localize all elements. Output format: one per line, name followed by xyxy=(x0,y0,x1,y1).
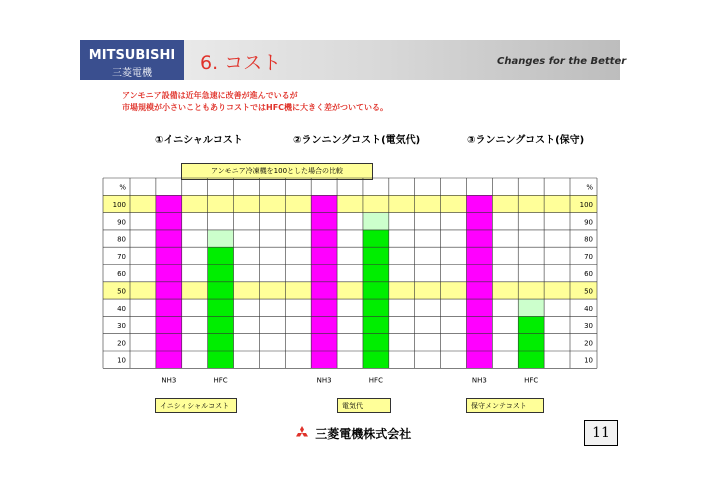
y-tick-left: 90 xyxy=(117,218,126,227)
y-tick-right: 40 xyxy=(584,304,593,313)
y-tick-right: 80 xyxy=(584,235,593,244)
chart-caption: アンモニア冷凍機を100とした場合の比較 xyxy=(181,163,373,180)
logo-text-en: MITSUBISHI xyxy=(88,48,176,63)
bottom-label-maintenance: 保守メンテコスト xyxy=(466,398,544,413)
x-label-nh3: NH3 xyxy=(471,376,487,385)
y-tick-right: 100 xyxy=(579,200,593,209)
footer-corporation-text: 三菱電機株式会社 xyxy=(315,427,412,441)
bottom-label-electric: 電気代 xyxy=(337,398,391,413)
footer-corporation xyxy=(293,425,411,442)
three-diamonds-icon xyxy=(293,426,311,440)
y-tick-right: 30 xyxy=(584,322,593,331)
y-tick-left: 80 xyxy=(117,235,126,244)
subtitle-line-2: 市場規模が小さいこともありコストではHFC機に大きく差がついている。 xyxy=(122,103,389,112)
x-label-hfc: HFC xyxy=(524,376,539,385)
y-tick-right: 50 xyxy=(584,287,593,296)
x-label-hfc: HFC xyxy=(368,376,383,385)
logo-text-ja: 三菱電機 xyxy=(112,68,152,79)
bottom-label-initial: イニシィシャルコスト xyxy=(155,398,237,413)
page-number: 11 xyxy=(584,420,618,446)
x-label-nh3: NH3 xyxy=(161,376,177,385)
y-tick-right: 60 xyxy=(584,270,593,279)
bar-hfc-0 xyxy=(208,247,234,368)
section-initial-cost: ①イニシャルコスト xyxy=(155,135,243,146)
slide-title: 6. コスト xyxy=(200,52,282,74)
x-label-hfc: HFC xyxy=(213,376,228,385)
bar-hfc-2 xyxy=(518,316,544,368)
y-tick-right: 70 xyxy=(584,252,593,261)
y-tick-left: 70 xyxy=(117,252,126,261)
y-tick-left: 40 xyxy=(117,304,126,313)
subtitle-line-1: アンモニア設備は近年急速に改善が進んでいるが xyxy=(122,91,298,100)
y-tick-left: 60 xyxy=(117,270,126,279)
unit-label-left: % xyxy=(119,183,126,192)
tagline: Changes for the Better xyxy=(497,56,627,67)
section-running-electric: ②ランニングコスト(電気代) xyxy=(293,135,421,146)
section-running-maintenance: ③ランニングコスト(保守) xyxy=(467,135,585,146)
unit-label-right: % xyxy=(586,183,593,192)
y-tick-right: 10 xyxy=(584,356,593,365)
y-tick-left: 50 xyxy=(117,287,126,296)
y-tick-left: 10 xyxy=(117,356,126,365)
y-tick-right: 20 xyxy=(584,339,593,348)
y-tick-left: 20 xyxy=(117,339,126,348)
x-label-nh3: NH3 xyxy=(316,376,332,385)
y-tick-left: 100 xyxy=(112,200,126,209)
y-tick-left: 30 xyxy=(117,322,126,331)
y-tick-right: 90 xyxy=(584,218,593,227)
